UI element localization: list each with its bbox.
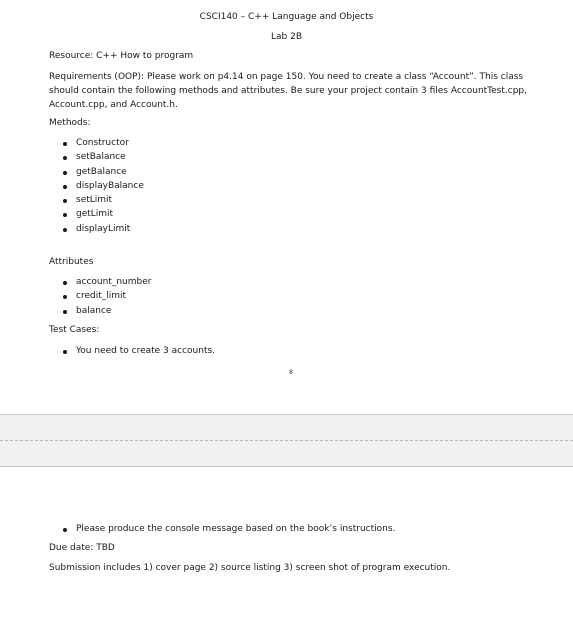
document-title: CSCI140 – C++ Language and Objects [199,12,374,22]
due-date-line: Due date: TBD [49,543,115,553]
submission-line: Submission includes 1) cover page 2) source listing 3) screen shot of program execution. [49,563,451,573]
methods-heading: Methods: [49,118,91,128]
page-number: 8 [289,369,293,376]
document-subtitle: Lab 2B [270,32,302,42]
page-break-line [0,440,573,441]
resource-line: Resource: C++ How to program [49,51,194,61]
bullet-icon [63,310,67,314]
bullet-icon [63,295,67,299]
bullet-icon [63,156,67,160]
bullet-icon [63,350,67,354]
bullet-icon [63,228,67,232]
bullet-icon [63,185,67,189]
bullet-icon [63,213,67,217]
test-cases-heading: Test Cases: [49,325,100,335]
attributes-heading: Attributes [49,257,94,267]
bullet-icon [63,281,67,285]
bullet-icon [63,528,67,532]
bullet-icon [63,171,67,175]
requirements-paragraph: Requirements (OOP): Please work on p4.14 on page 150. You need to create a class “Account”. This class should contain the following methods and attributes. Be sure your project contain 3 files AccountTest.cpp, Account.cpp, and Account.h. [49,72,527,110]
bullet-icon [63,142,67,146]
bullet-icon [63,199,67,203]
page-break-separator [0,414,573,467]
